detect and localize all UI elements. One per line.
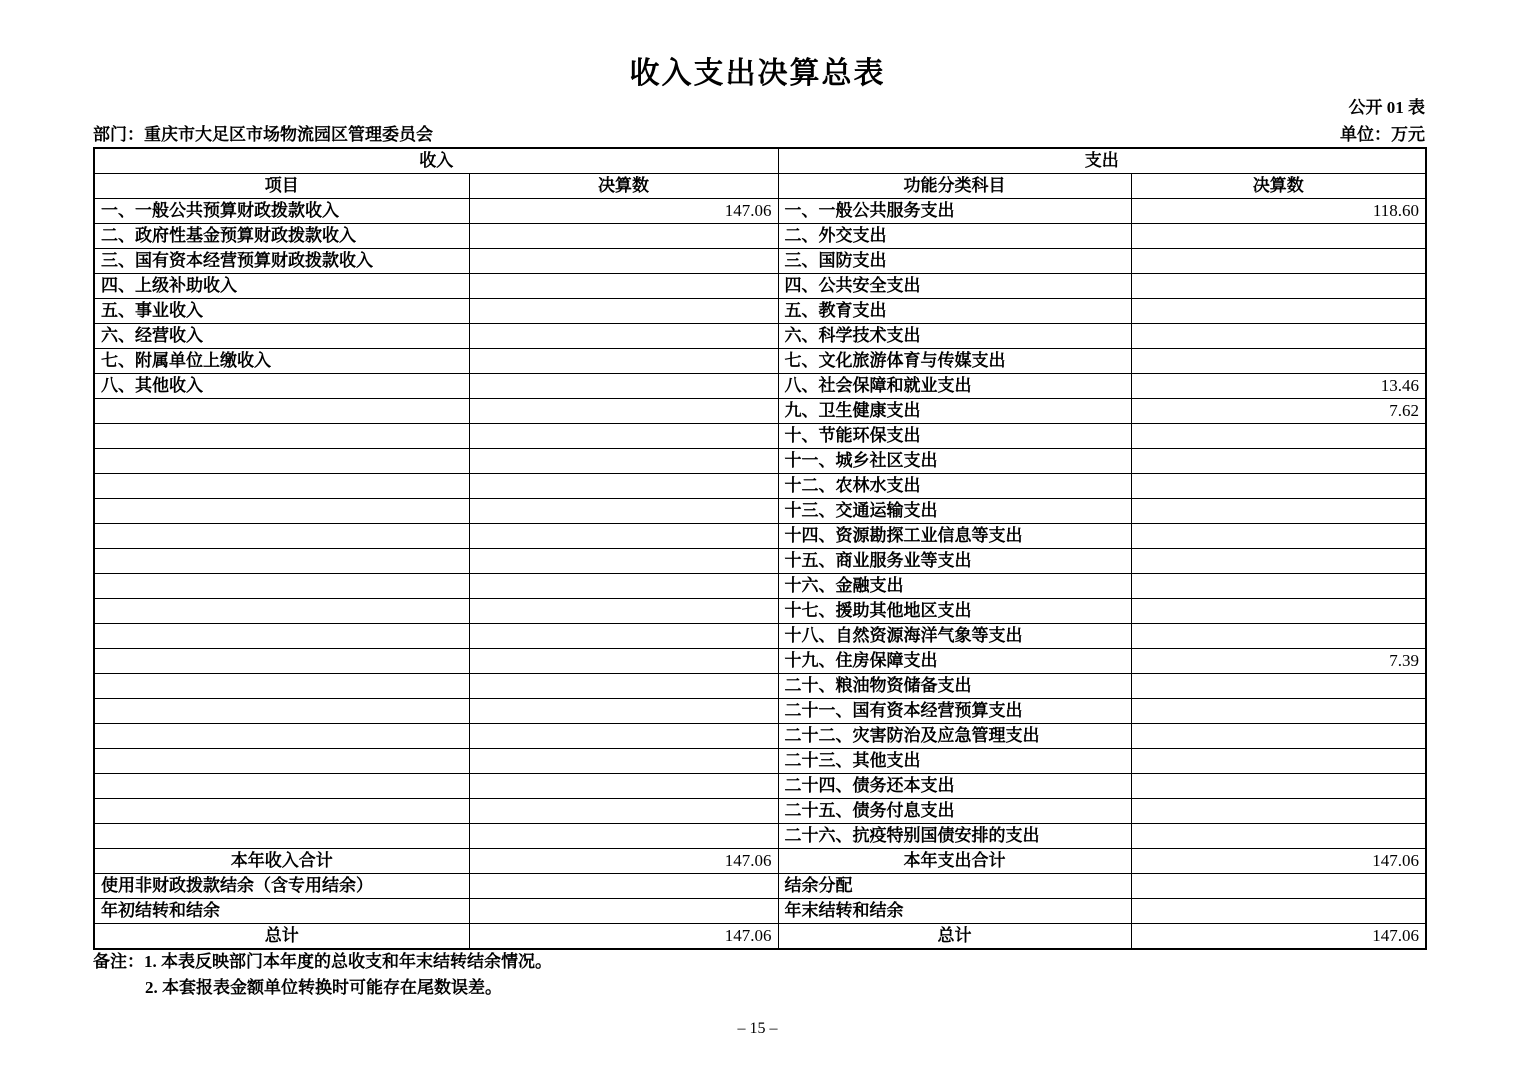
expense-item-cell: 十二、农林水支出 — [778, 474, 1131, 499]
table-row — [94, 749, 1426, 774]
expense-amount-cell — [1131, 749, 1426, 774]
income-amount-cell — [469, 874, 778, 899]
expense-amount-cell — [1131, 274, 1426, 299]
expense-amount-cell — [1131, 499, 1426, 524]
table-row — [94, 649, 1426, 674]
summary-row — [94, 899, 1426, 924]
income-item-cell — [94, 449, 469, 474]
budget-summary-table — [93, 147, 1427, 950]
expense-item-cell: 总计 — [778, 924, 1131, 950]
income-amount-cell — [469, 274, 778, 299]
income-item-cell: 年初结转和结余 — [94, 899, 469, 924]
income-item-cell — [94, 624, 469, 649]
expense-amount-cell — [1131, 624, 1426, 649]
expense-amount-cell — [1131, 524, 1426, 549]
expense-amount-cell: 118.60 — [1131, 199, 1426, 224]
expense-amount-cell — [1131, 324, 1426, 349]
income-amount-cell — [469, 499, 778, 524]
section-header-row — [94, 148, 1426, 174]
expense-section-header: 支出 — [778, 148, 1426, 174]
table-row — [94, 799, 1426, 824]
expense-amount-cell — [1131, 774, 1426, 799]
table-row — [94, 474, 1426, 499]
expense-item-cell: 三、国防支出 — [778, 249, 1131, 274]
expense-amount-cell: 147.06 — [1131, 924, 1426, 950]
income-amount-cell — [469, 724, 778, 749]
income-item-cell: 本年收入合计 — [94, 849, 469, 874]
table-row — [94, 224, 1426, 249]
expense-amount-cell — [1131, 699, 1426, 724]
table-row — [94, 824, 1426, 849]
income-amount-cell — [469, 749, 778, 774]
expense-item-cell: 八、社会保障和就业支出 — [778, 374, 1131, 399]
income-item-cell — [94, 424, 469, 449]
expense-item-cell: 十七、援助其他地区支出 — [778, 599, 1131, 624]
income-amount-cell — [469, 324, 778, 349]
income-amount-cell: 147.06 — [469, 199, 778, 224]
expense-item-cell: 十八、自然资源海洋气象等支出 — [778, 624, 1131, 649]
expense-item-cell: 二十五、债务付息支出 — [778, 799, 1131, 824]
expense-amount-cell — [1131, 724, 1426, 749]
income-item-cell — [94, 499, 469, 524]
expense-amount-cell: 7.62 — [1131, 399, 1426, 424]
income-section-header: 收入 — [94, 148, 778, 174]
expense-item-cell: 二十四、债务还本支出 — [778, 774, 1131, 799]
income-item-cell: 八、其他收入 — [94, 374, 469, 399]
table-row — [94, 549, 1426, 574]
table-row — [94, 724, 1426, 749]
income-item-cell — [94, 699, 469, 724]
income-item-cell: 总计 — [94, 924, 469, 950]
income-amount-cell — [469, 299, 778, 324]
income-item-cell — [94, 399, 469, 424]
page-title: 收入支出决算总表 — [629, 57, 886, 90]
income-amount-column-header: 决算数 — [469, 174, 778, 199]
expense-amount-cell — [1131, 824, 1426, 849]
table-row — [94, 324, 1426, 349]
expense-item-cell: 十四、资源勘探工业信息等支出 — [778, 524, 1131, 549]
meta-row — [93, 120, 1425, 145]
table-row — [94, 399, 1426, 424]
footnote-2: 2. 本套报表金额单位转换时可能存在尾数误差。 — [145, 978, 502, 997]
table-row — [94, 524, 1426, 549]
expense-amount-cell — [1131, 899, 1426, 924]
income-item-column-header: 项目 — [94, 174, 469, 199]
income-item-cell — [94, 824, 469, 849]
income-amount-cell — [469, 524, 778, 549]
income-amount-cell — [469, 399, 778, 424]
expense-amount-cell — [1131, 299, 1426, 324]
income-amount-cell — [469, 574, 778, 599]
income-amount-cell — [469, 474, 778, 499]
income-amount-cell — [469, 899, 778, 924]
expense-amount-column-header: 决算数 — [1131, 174, 1426, 199]
table-row — [94, 674, 1426, 699]
expense-amount-cell: 13.46 — [1131, 374, 1426, 399]
expense-item-cell: 五、教育支出 — [778, 299, 1131, 324]
income-item-cell — [94, 549, 469, 574]
expense-amount-cell — [1131, 599, 1426, 624]
expense-item-cell: 十六、金融支出 — [778, 574, 1131, 599]
table-code-label: 公开 01 表 — [1348, 98, 1425, 117]
expense-item-cell: 二十三、其他支出 — [778, 749, 1131, 774]
expense-item-cell: 二十六、抗疫特别国债安排的支出 — [778, 824, 1131, 849]
page-number: – 15 – — [737, 1020, 778, 1037]
income-item-cell: 七、附属单位上缴收入 — [94, 349, 469, 374]
income-amount-cell — [469, 549, 778, 574]
expense-amount-cell — [1131, 549, 1426, 574]
expense-item-cell: 二、外交支出 — [778, 224, 1131, 249]
income-item-cell — [94, 474, 469, 499]
table-row — [94, 374, 1426, 399]
footnotes — [93, 949, 552, 1001]
table-row — [94, 449, 1426, 474]
expense-item-cell: 一、一般公共服务支出 — [778, 199, 1131, 224]
summary-row — [94, 924, 1426, 950]
table-row — [94, 574, 1426, 599]
table-row — [94, 199, 1426, 224]
income-item-cell — [94, 524, 469, 549]
unit-label: 单位：万元 — [1340, 125, 1425, 144]
income-amount-cell — [469, 249, 778, 274]
income-item-cell: 四、上级补助收入 — [94, 274, 469, 299]
expense-item-cell: 年末结转和结余 — [778, 899, 1131, 924]
expense-item-cell: 结余分配 — [778, 874, 1131, 899]
income-item-cell: 使用非财政拨款结余（含专用结余） — [94, 874, 469, 899]
table-row — [94, 299, 1426, 324]
expense-item-cell: 二十二、灾害防治及应急管理支出 — [778, 724, 1131, 749]
summary-row — [94, 874, 1426, 899]
table-row — [94, 624, 1426, 649]
income-amount-cell — [469, 624, 778, 649]
expense-amount-cell — [1131, 474, 1426, 499]
expense-amount-cell — [1131, 224, 1426, 249]
income-item-cell: 五、事业收入 — [94, 299, 469, 324]
income-amount-cell — [469, 699, 778, 724]
income-item-cell: 六、经营收入 — [94, 324, 469, 349]
income-amount-cell — [469, 424, 778, 449]
summary-row — [94, 849, 1426, 874]
income-amount-cell — [469, 349, 778, 374]
income-item-cell: 一、一般公共预算财政拨款收入 — [94, 199, 469, 224]
expense-amount-cell — [1131, 874, 1426, 899]
income-item-cell: 二、政府性基金预算财政拨款收入 — [94, 224, 469, 249]
expense-amount-cell — [1131, 249, 1426, 274]
expense-item-cell: 四、公共安全支出 — [778, 274, 1131, 299]
income-amount-cell: 147.06 — [469, 849, 778, 874]
expense-item-cell: 十五、商业服务业等支出 — [778, 549, 1131, 574]
income-amount-cell — [469, 649, 778, 674]
expense-item-cell: 十一、城乡社区支出 — [778, 449, 1131, 474]
expense-item-cell: 十九、住房保障支出 — [778, 649, 1131, 674]
table-row — [94, 499, 1426, 524]
income-amount-cell — [469, 449, 778, 474]
expense-amount-cell — [1131, 424, 1426, 449]
expense-item-column-header: 功能分类科目 — [778, 174, 1131, 199]
income-item-cell: 三、国有资本经营预算财政拨款收入 — [94, 249, 469, 274]
income-amount-cell — [469, 374, 778, 399]
expense-amount-cell — [1131, 449, 1426, 474]
income-item-cell — [94, 649, 469, 674]
expense-amount-cell — [1131, 799, 1426, 824]
expense-amount-cell — [1131, 574, 1426, 599]
income-amount-cell — [469, 674, 778, 699]
table-row — [94, 349, 1426, 374]
expense-amount-cell: 147.06 — [1131, 849, 1426, 874]
expense-item-cell: 十三、交通运输支出 — [778, 499, 1131, 524]
expense-item-cell: 二十一、国有资本经营预算支出 — [778, 699, 1131, 724]
expense-item-cell: 十、节能环保支出 — [778, 424, 1131, 449]
table-row — [94, 599, 1426, 624]
expense-item-cell: 六、科学技术支出 — [778, 324, 1131, 349]
income-item-cell — [94, 774, 469, 799]
expense-amount-cell: 7.39 — [1131, 649, 1426, 674]
expense-amount-cell — [1131, 674, 1426, 699]
income-amount-cell — [469, 824, 778, 849]
column-header-row — [94, 174, 1426, 199]
expense-amount-cell — [1131, 349, 1426, 374]
income-item-cell — [94, 574, 469, 599]
table-row — [94, 424, 1426, 449]
footnote-1: 备注：1. 本表反映部门本年度的总收支和年末结转结余情况。 — [93, 952, 552, 971]
expense-item-cell: 二十、粮油物资储备支出 — [778, 674, 1131, 699]
income-item-cell — [94, 599, 469, 624]
expense-item-cell: 本年支出合计 — [778, 849, 1131, 874]
income-amount-cell — [469, 599, 778, 624]
expense-item-cell: 七、文化旅游体育与传媒支出 — [778, 349, 1131, 374]
table-row — [94, 699, 1426, 724]
income-item-cell — [94, 799, 469, 824]
income-amount-cell — [469, 799, 778, 824]
income-amount-cell — [469, 224, 778, 249]
department-label: 部门：重庆市大足区市场物流园区管理委员会 — [93, 125, 433, 144]
income-item-cell — [94, 674, 469, 699]
income-amount-cell: 147.06 — [469, 924, 778, 950]
income-amount-cell — [469, 774, 778, 799]
table-row — [94, 249, 1426, 274]
table-row — [94, 774, 1426, 799]
income-item-cell — [94, 724, 469, 749]
table-row — [94, 274, 1426, 299]
expense-item-cell: 九、卫生健康支出 — [778, 399, 1131, 424]
income-item-cell — [94, 749, 469, 774]
